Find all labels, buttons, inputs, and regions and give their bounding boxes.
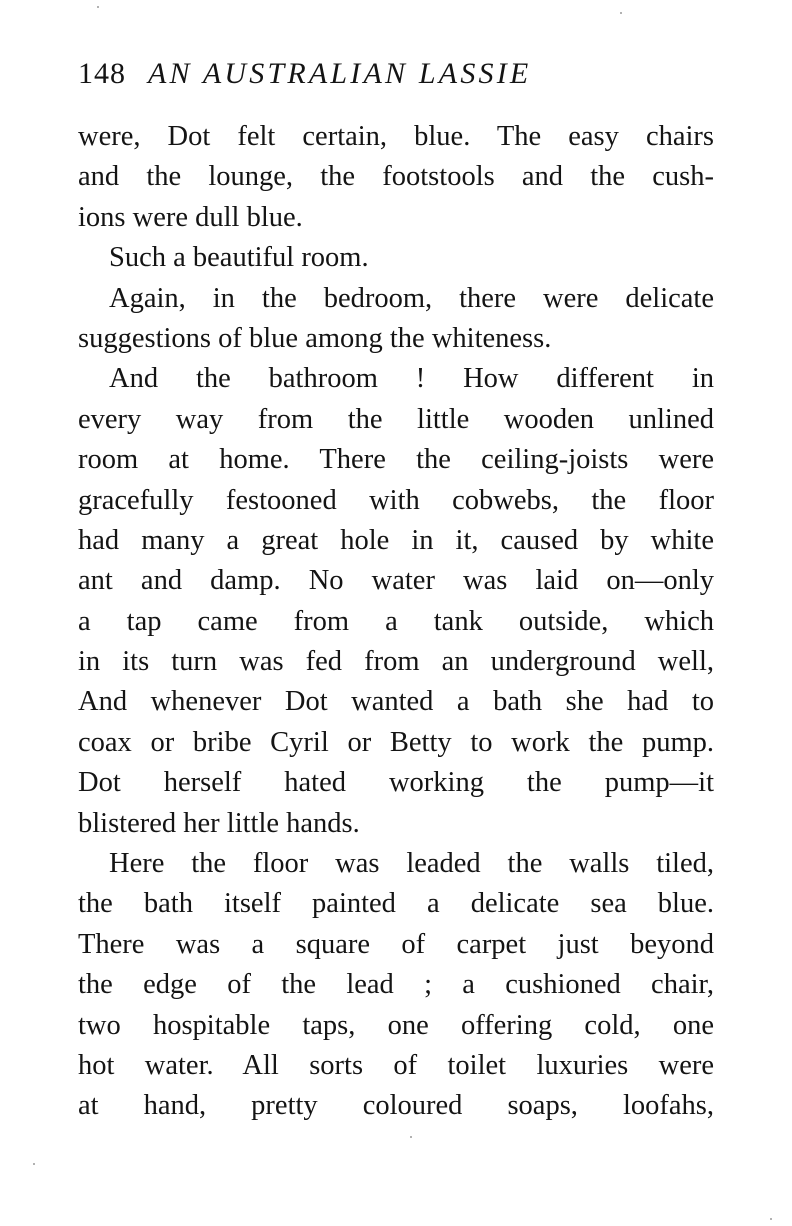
text-line: at hand, pretty coloured soaps, loofahs,	[78, 1090, 714, 1122]
text-line: suggestions of blue among the whiteness.	[78, 322, 552, 354]
scan-speck	[33, 1163, 35, 1165]
text-line: There was a square of carpet just beyond	[78, 928, 714, 960]
text-line: ant and damp. No water was laid on—only	[78, 565, 714, 597]
scan-speck	[620, 12, 622, 14]
text-line: every way from the little wooden unlined	[78, 403, 714, 435]
text-line: Here the floor was leaded the walls tiled,	[109, 848, 714, 880]
body-text	[78, 117, 714, 1127]
text-line: hot water. All sorts of toilet luxuries were	[78, 1049, 714, 1081]
scan-speck	[770, 1218, 772, 1220]
text-line: coax or bribe Cyril or Betty to work the pump.	[78, 726, 714, 758]
text-line: Again, in the bedroom, there were delicate	[109, 282, 714, 314]
text-line: Dot herself hated working the pump—it	[78, 767, 714, 799]
text-line: in its turn was fed from an underground well,	[78, 646, 714, 678]
text-line: ions were dull blue.	[78, 201, 303, 233]
text-line: a tap came from a tank outside, which	[78, 605, 714, 637]
text-line: Such a beautiful room.	[109, 242, 369, 274]
text-line: the bath itself painted a delicate sea blue.	[78, 888, 714, 920]
scan-speck	[410, 1136, 412, 1138]
text-line: room at home. There the ceiling-joists were	[78, 444, 714, 476]
text-line: And the bathroom ! How different in	[109, 363, 714, 395]
text-line: and the lounge, the footstools and the cush-	[78, 161, 714, 193]
scan-speck	[97, 6, 99, 8]
text-line: And whenever Dot wanted a bath she had to	[78, 686, 714, 718]
text-line: had many a great hole in it, caused by white	[78, 524, 714, 556]
running-title: AN AUSTRALIAN LASSIE	[148, 57, 532, 90]
text-line: two hospitable taps, one offering cold, one	[78, 1009, 714, 1041]
text-line: blistered her little hands.	[78, 807, 360, 839]
text-line: the edge of the lead ; a cushioned chair,	[78, 969, 714, 1001]
text-line: gracefully festooned with cobwebs, the floor	[78, 484, 714, 516]
page-number: 148	[78, 57, 126, 90]
page-header	[78, 52, 718, 96]
text-line: were, Dot felt certain, blue. The easy chairs	[78, 121, 714, 152]
